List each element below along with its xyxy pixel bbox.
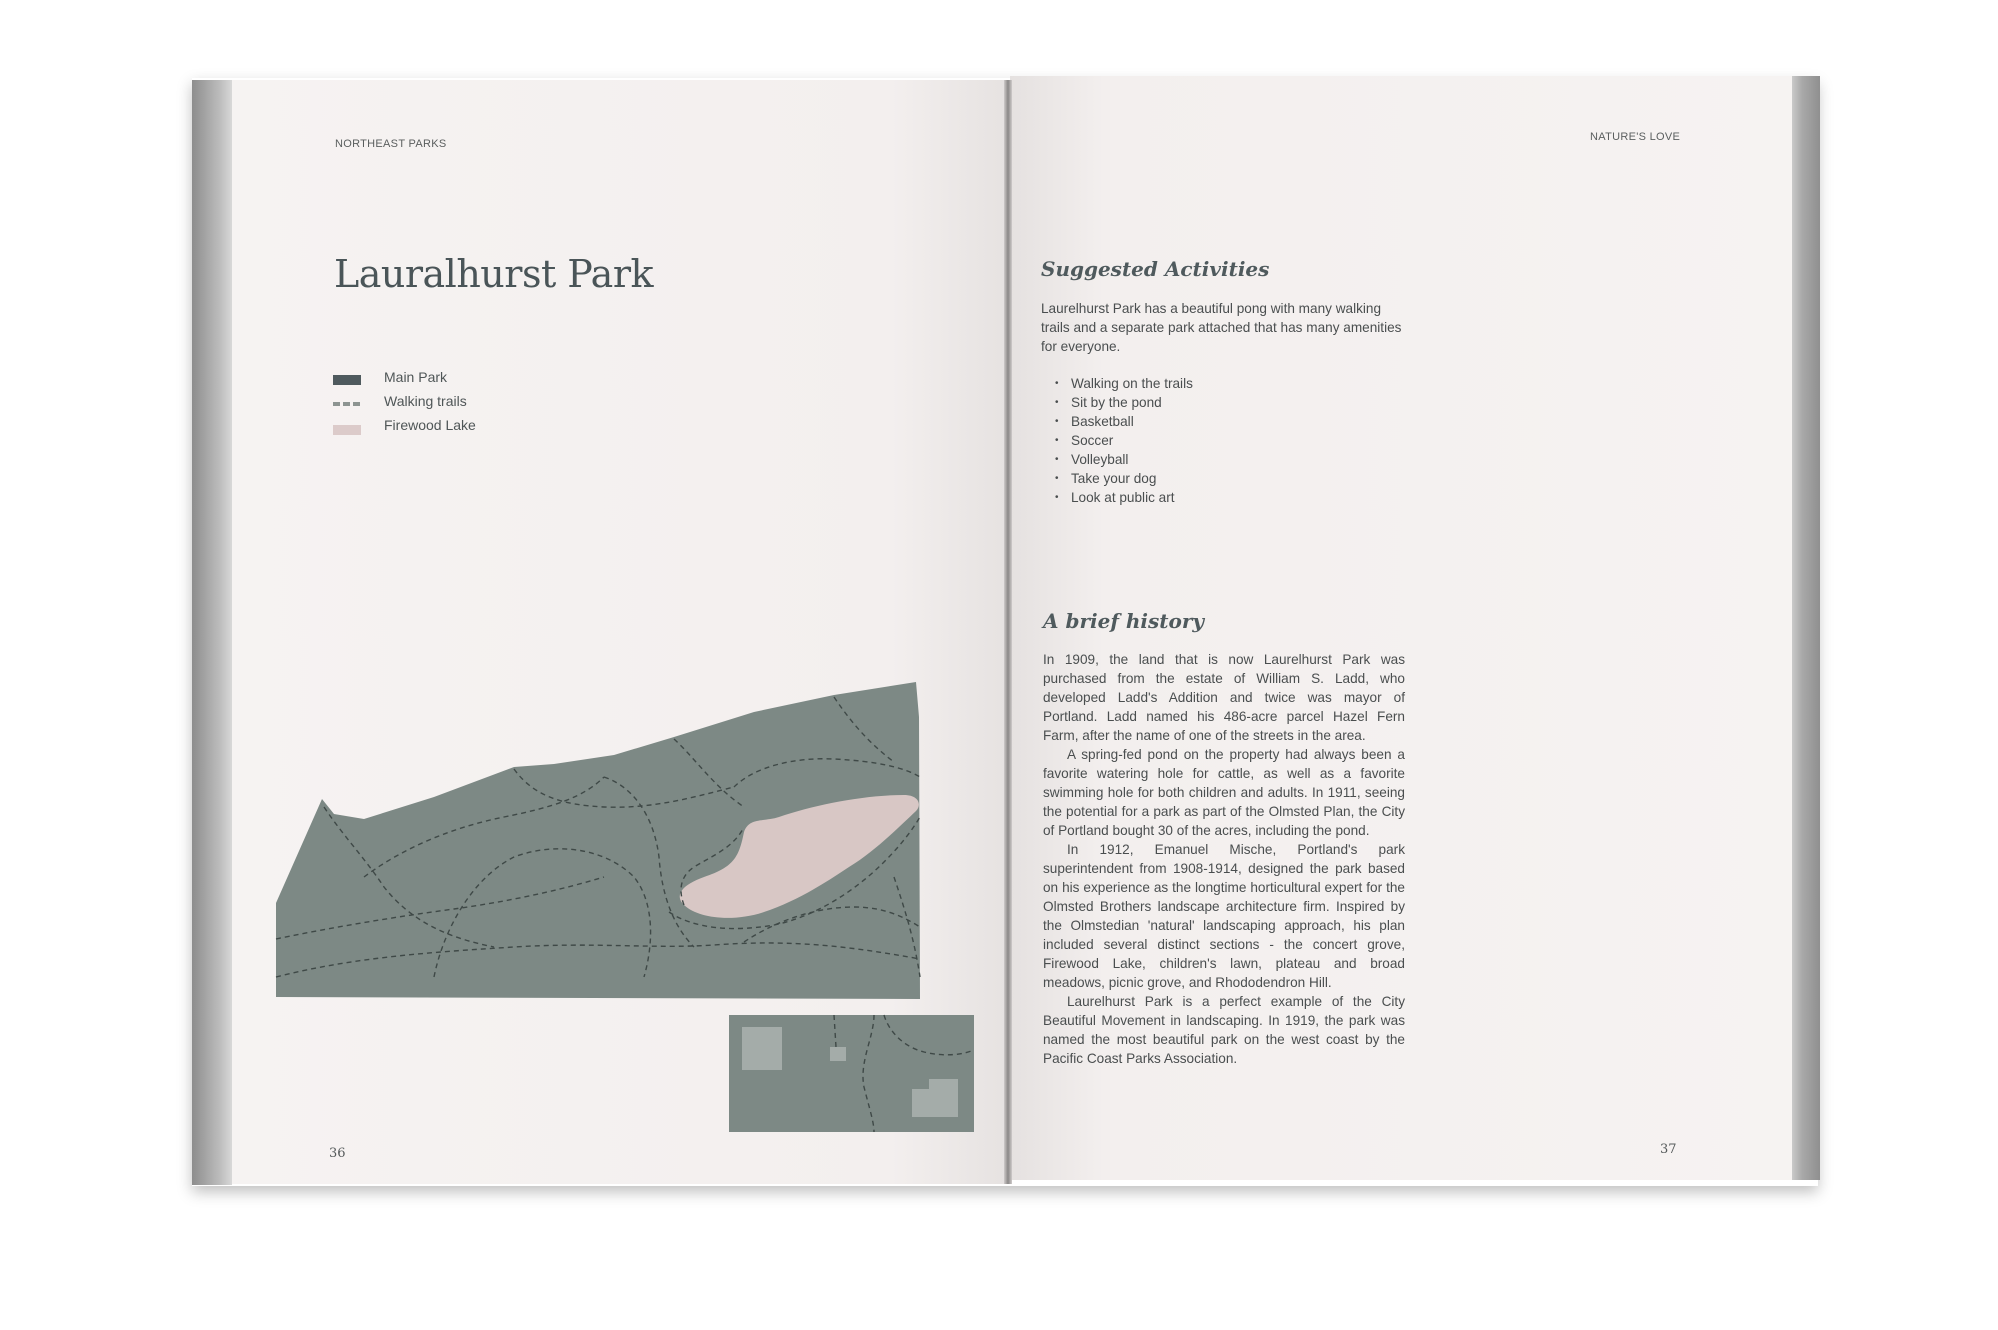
- list-item: • Volleyball: [1055, 450, 1193, 469]
- history-paragraph: A spring-fed pond on the property had always been a favorite watering hole for cattle, as well as a favorite swimming hole for both children and adults. In 1911, seeing the potential for a park as part of the Olmsted Plan, the City of Portland bought 30 of the acres, including the pond.: [1043, 747, 1405, 838]
- activities-heading: Suggested Activities: [1041, 257, 1270, 281]
- list-item: • Basketball: [1055, 412, 1193, 431]
- book-edge-right: [1790, 76, 1820, 1180]
- list-item: • Soccer: [1055, 431, 1193, 450]
- history-heading: A brief history: [1043, 609, 1205, 633]
- left-running-head: NORTHEAST PARKS: [335, 138, 447, 150]
- annex-block-small: [830, 1047, 846, 1061]
- list-item: • Walking on the trails: [1055, 374, 1193, 393]
- legend-label: Walking trails: [384, 393, 467, 409]
- park-map: [274, 677, 974, 1132]
- list-item: • Take your dog: [1055, 469, 1193, 488]
- legend-label: Firewood Lake: [384, 417, 476, 433]
- history-paragraph: In 1909, the land that is now Laurelhurst Park was purchased from the estate of William S. Ladd, who developed Ladd's Addition and twice was mayor of Portland. Ladd named his 486-acre parcel Hazel Fern Farm, after the name of one of the streets in the area.: [1043, 652, 1405, 743]
- left-page-number: 36: [329, 1146, 346, 1161]
- activities-intro: Laurelhurst Park has a beautiful pong with many walking trails and a separate park attached that has many amenities for everyone.: [1041, 301, 1402, 354]
- legend-swatch-firewood-lake: [333, 425, 361, 435]
- activities-list: [1055, 374, 1193, 507]
- legend-swatch-walking-trails: [333, 402, 361, 406]
- history-paragraph: In 1912, Emanuel Mische, Portland's park superintendent from 1908-1914, designed the park based on his experience as the longtime horticultural expert for the Olmsted Brothers landscape architecture firm. Inspired by the Olmstedian 'natural' landscaping approach, his plan included several distinct sections - the concert grove, Firewood Lake, children's lawn, plateau and broad meadows, picnic grove, and Rhododendron Hill.: [1043, 842, 1405, 990]
- history-paragraph: Laurelhurst Park is a perfect example of the City Beautiful Movement in landscaping. In 1919, the park was named the most beautiful park on the west coast by the Pacific Coast Parks Association.: [1043, 994, 1405, 1066]
- book-edge-left: [192, 80, 232, 1185]
- annex-block-large: [742, 1027, 782, 1070]
- right-page-number: 37: [1660, 1142, 1677, 1157]
- legend-label: Main Park: [384, 369, 448, 385]
- page-title: Lauralhurst Park: [334, 252, 654, 296]
- right-running-head: NATURE'S LOVE: [1590, 131, 1681, 143]
- history-text: [1043, 650, 1405, 1068]
- list-item: • Look at public art: [1055, 488, 1193, 507]
- book-gutter: [1004, 80, 1012, 1184]
- legend-swatch-main-park: [333, 375, 361, 385]
- list-item: • Sit by the pond: [1055, 393, 1193, 412]
